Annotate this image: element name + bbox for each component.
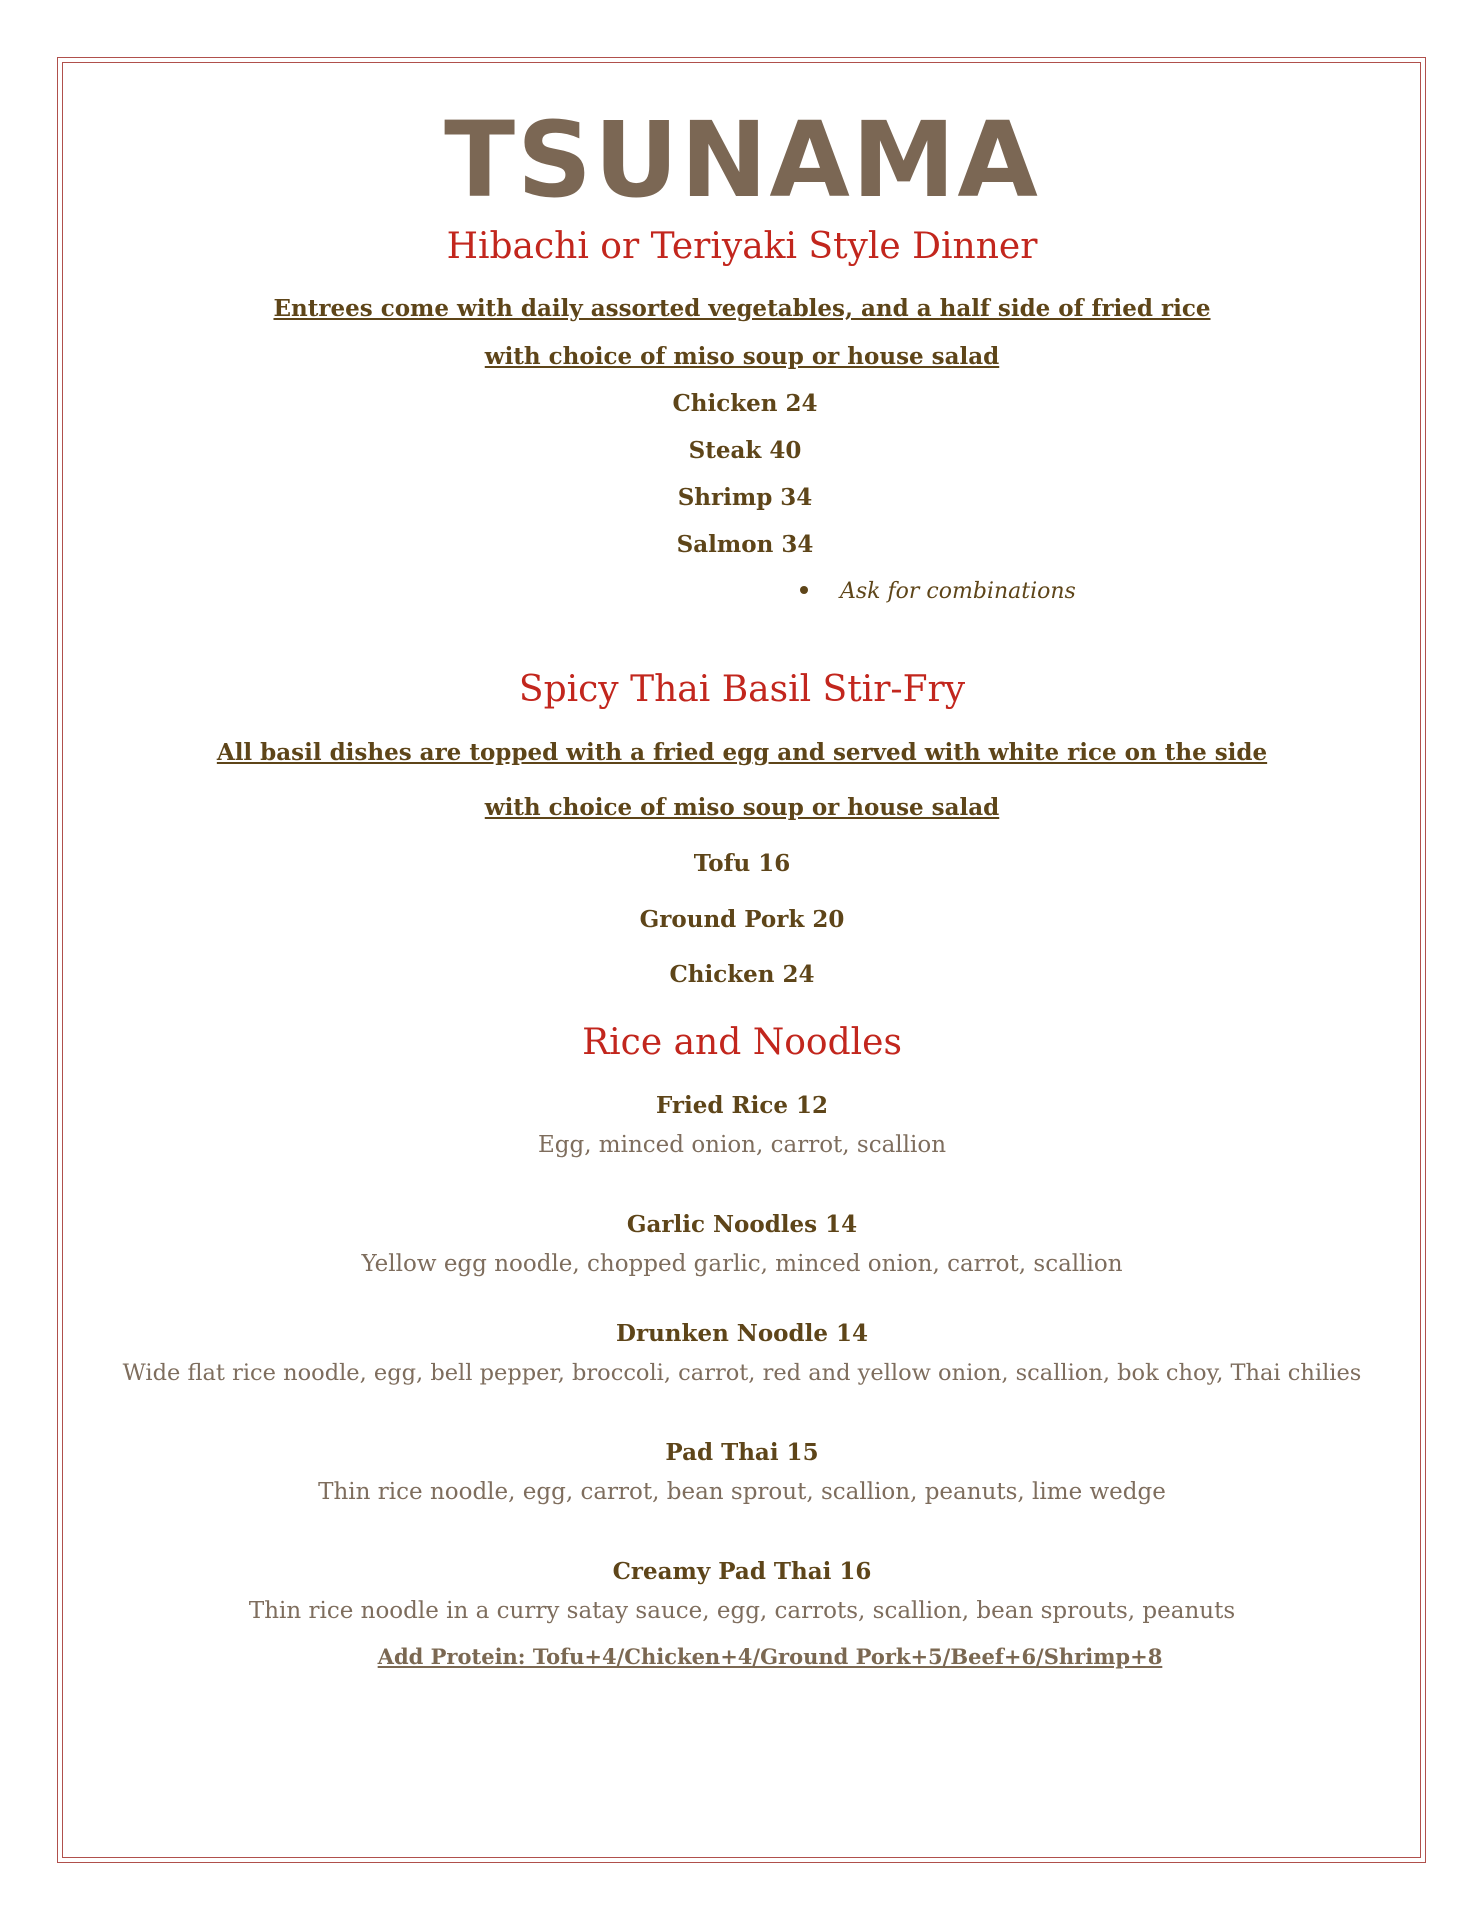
combinations-note-text: Ask for combinations <box>840 579 1076 604</box>
menu-item-pad-thai-desc: Thin rice noodle, egg, carrot, bean sprout, scallion, peanuts, lime wedge <box>318 1479 1166 1505</box>
menu-item-hibachi-shrimp: Shrimp 34 <box>677 484 813 511</box>
menu-item-garlic-noodles-desc: Yellow egg noodle, chopped garlic, minced onion, carrot, scallion <box>361 1251 1123 1277</box>
menu-item-basil-ground-pork: Ground Pork 20 <box>639 906 845 933</box>
menu-item-creamy-pad-thai: Creamy Pad Thai 16 <box>612 1558 872 1585</box>
menu-item-hibachi-salmon: Salmon 34 <box>676 531 814 558</box>
hibachi-section-title: Hibachi or Teriyaki Style Dinner <box>446 226 1038 267</box>
menu-item-garlic-noodles: Garlic Noodles 14 <box>626 1211 858 1238</box>
noodles-section-title: Rice and Noodles <box>582 1022 902 1063</box>
restaurant-logo: TSUNAMA <box>444 99 1040 221</box>
basil-section-title: Spicy Thai Basil Stir-Fry <box>518 669 966 710</box>
menu-item-fried-rice: Fried Rice 12 <box>655 1092 828 1119</box>
hibachi-note-line1: Entrees come with daily assorted vegetables, and a half side of fried rice <box>273 295 1211 322</box>
menu-item-drunken-noodle: Drunken Noodle 14 <box>616 1320 868 1347</box>
menu-item-basil-tofu: Tofu 16 <box>693 850 791 877</box>
menu-item-basil-chicken: Chicken 24 <box>669 961 815 988</box>
hibachi-note-line2: with choice of miso soup or house salad <box>484 343 1000 370</box>
combinations-note <box>800 576 1076 608</box>
menu-item-creamy-pad-thai-desc: Thin rice noodle in a curry satay sauce, egg, carrots, scallion, bean sprouts, peanuts <box>248 1598 1236 1624</box>
menu-item-drunken-noodle-desc: Wide flat rice noodle, egg, bell pepper, broccoli, carrot, red and yellow onion, scallion, bok choy, Thai chilies <box>122 1360 1362 1386</box>
menu-item-fried-rice-desc: Egg, minced onion, carrot, scallion <box>537 1132 947 1158</box>
basil-note-line1: All basil dishes are topped with a fried egg and served with white rice on the side <box>216 739 1268 766</box>
menu-item-hibachi-chicken: Chicken 24 <box>672 390 818 417</box>
bullet-icon <box>800 586 808 594</box>
basil-note-line2: with choice of miso soup or house salad <box>484 794 1000 821</box>
add-protein-note: Add Protein: Tofu+4/Chicken+4/Ground Pork+5/Beef+6/Shrimp+8 <box>377 1644 1163 1669</box>
menu-item-hibachi-steak: Steak 40 <box>688 437 802 464</box>
menu-item-pad-thai: Pad Thai 15 <box>665 1439 819 1466</box>
